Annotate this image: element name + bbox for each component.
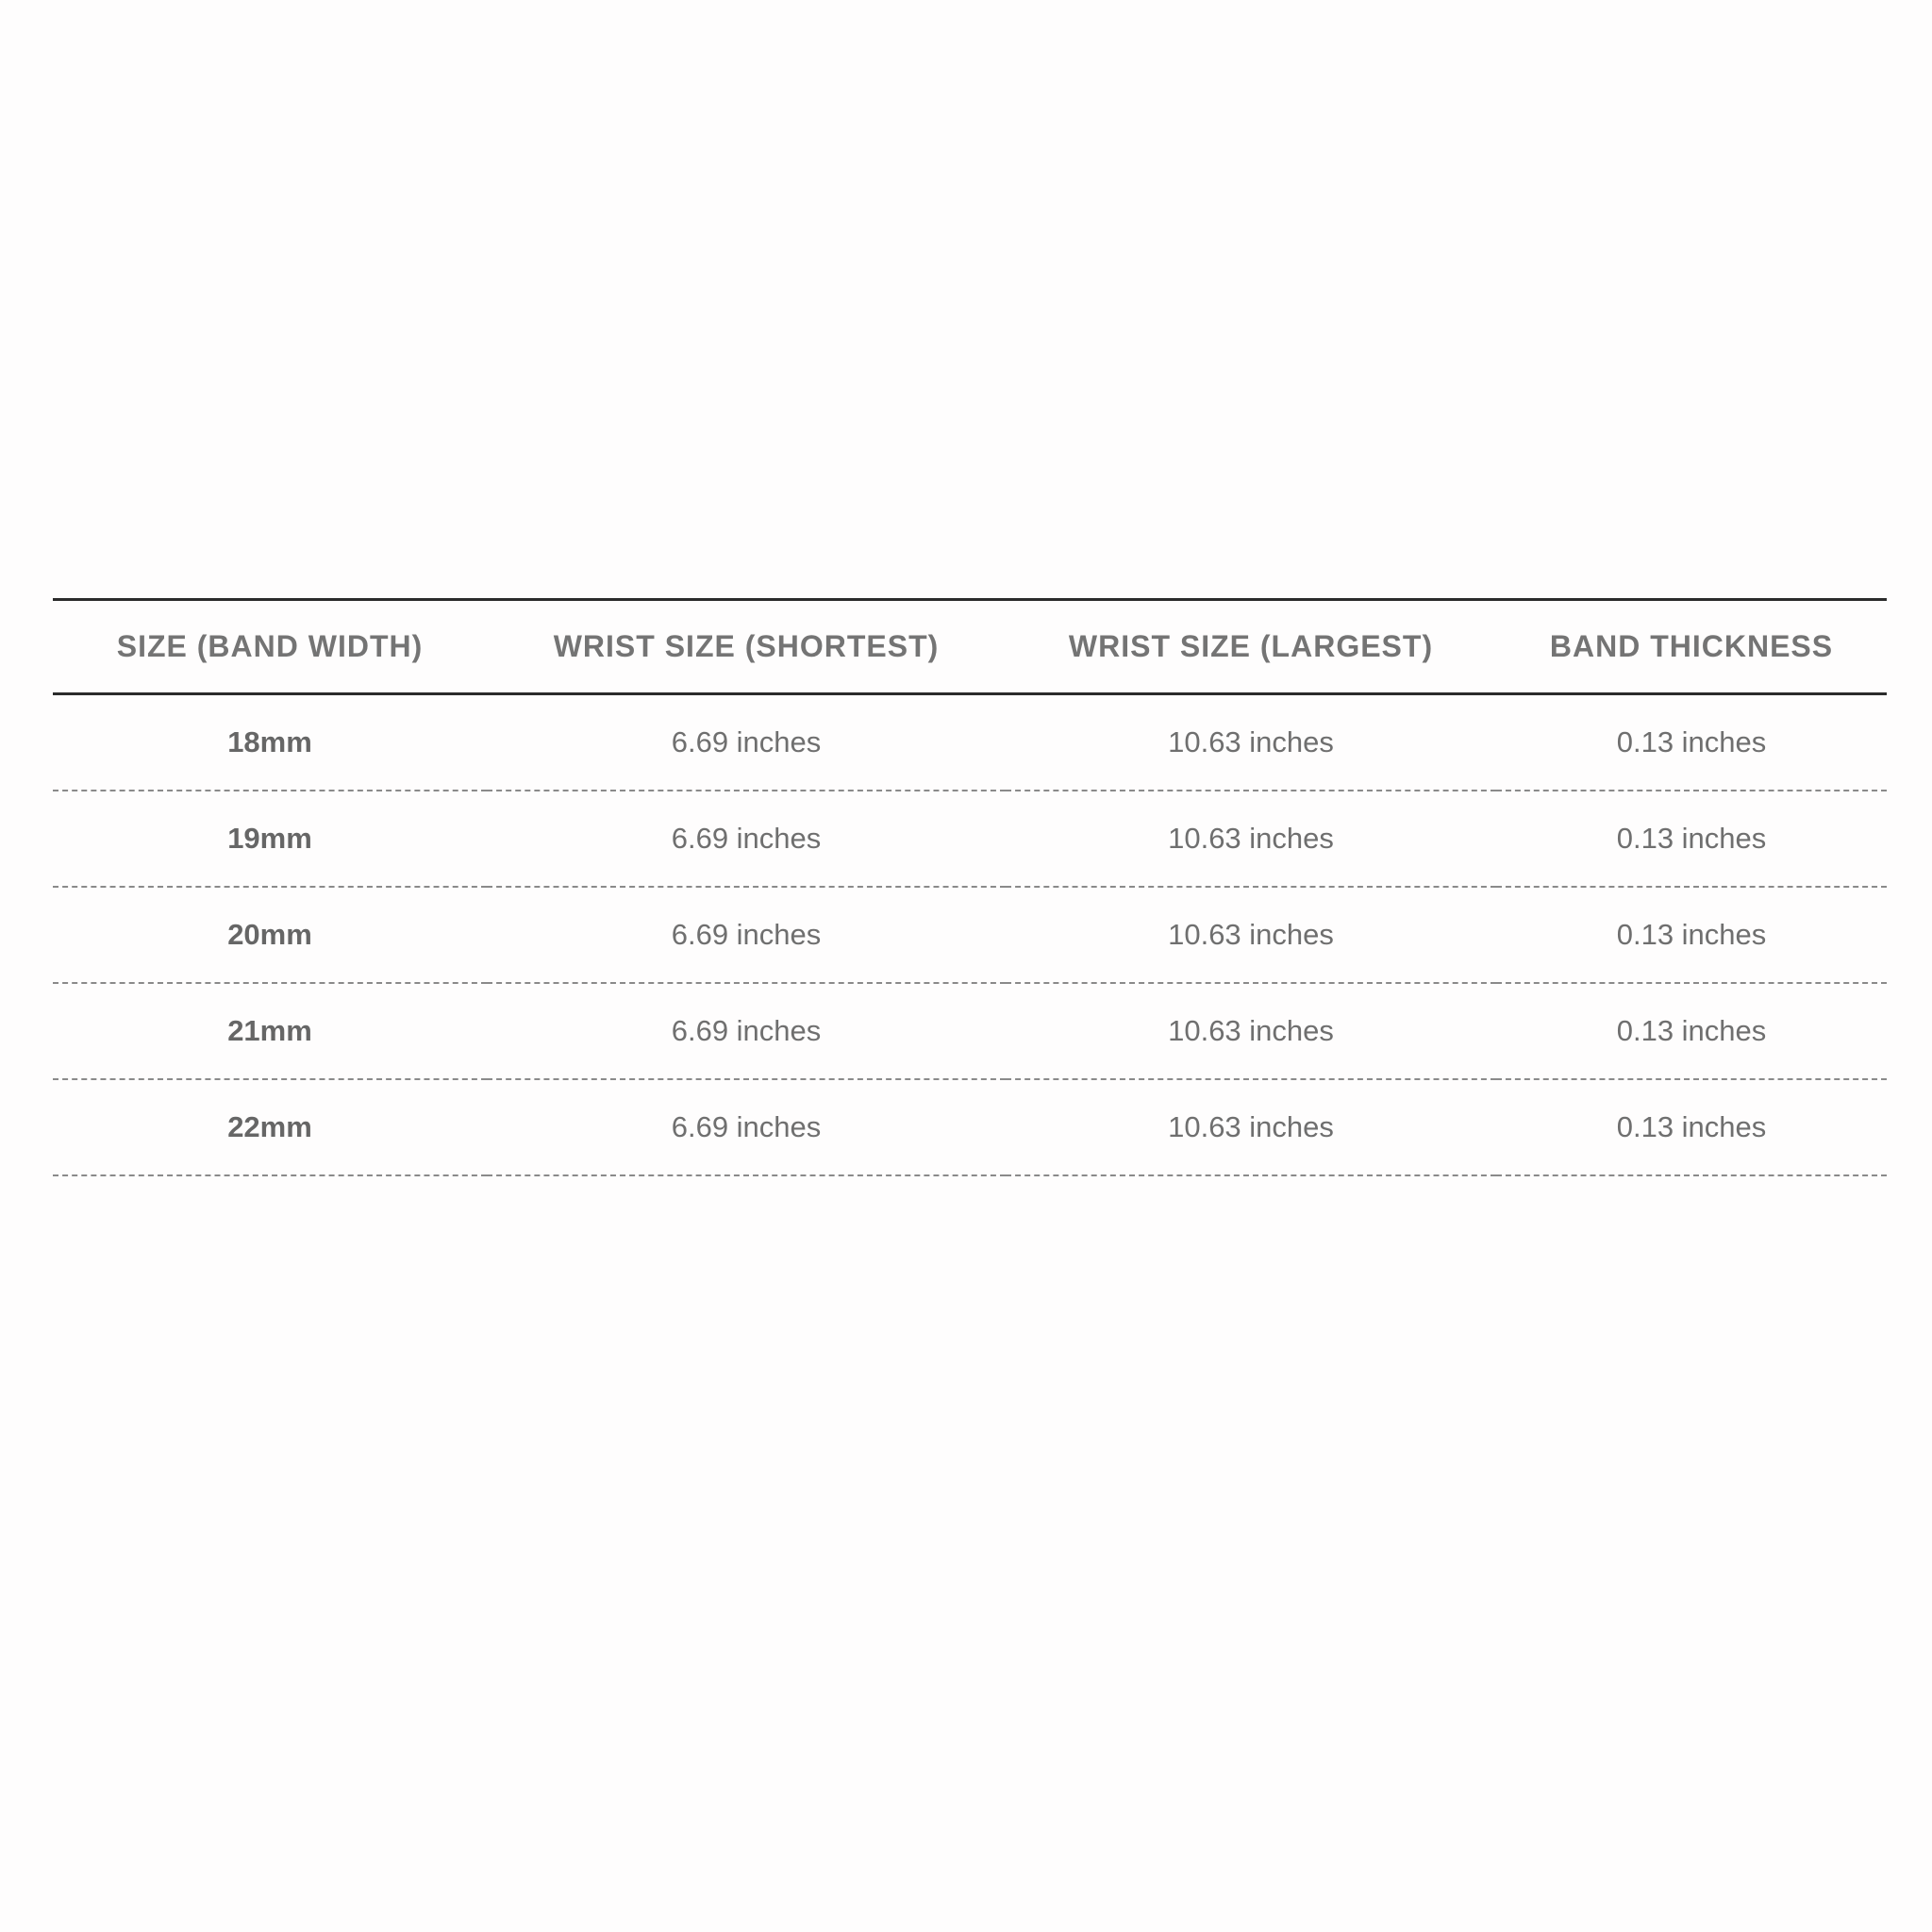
- wrist-size-shortest-cell: 6.69 inches: [671, 1013, 822, 1047]
- band-size-table: [53, 598, 1887, 1176]
- wrist-size-largest-cell: 10.63 inches: [1168, 1109, 1334, 1143]
- header-row: [53, 600, 1887, 694]
- band-thickness-cell: 0.13 inches: [1616, 821, 1767, 855]
- header-wrist-size-shortest: WRIST SIZE (SHORTEST): [553, 629, 940, 663]
- table-row: [53, 791, 1887, 887]
- header-wrist-size-largest: WRIST SIZE (LARGEST): [1068, 629, 1434, 663]
- wrist-size-shortest-cell: 6.69 inches: [671, 917, 822, 951]
- wrist-size-shortest-cell: 6.69 inches: [671, 1109, 822, 1143]
- band-width-cell: 19mm: [227, 821, 312, 855]
- wrist-size-largest-cell: 10.63 inches: [1168, 1013, 1334, 1047]
- wrist-size-largest-cell: 10.63 inches: [1168, 724, 1334, 758]
- table-row: [53, 1079, 1887, 1175]
- wrist-size-shortest-cell: 6.69 inches: [671, 821, 822, 855]
- band-thickness-cell: 0.13 inches: [1616, 1013, 1767, 1047]
- header-band-width: SIZE (BAND WIDTH): [116, 629, 424, 663]
- band-width-cell: 21mm: [227, 1013, 312, 1047]
- band-width-cell: 22mm: [227, 1109, 312, 1143]
- header-band-thickness: BAND THICKNESS: [1549, 629, 1834, 663]
- band-width-cell: 20mm: [227, 917, 312, 951]
- band-thickness-cell: 0.13 inches: [1616, 917, 1767, 951]
- band-thickness-cell: 0.13 inches: [1616, 1109, 1767, 1143]
- table-row: [53, 887, 1887, 983]
- wrist-size-largest-cell: 10.63 inches: [1168, 917, 1334, 951]
- table-row: [53, 694, 1887, 791]
- table-body: [53, 694, 1887, 1175]
- wrist-size-largest-cell: 10.63 inches: [1168, 821, 1334, 855]
- band-thickness-cell: 0.13 inches: [1616, 724, 1767, 758]
- table-header: [53, 600, 1887, 694]
- band-width-cell: 18mm: [227, 724, 312, 758]
- wrist-size-shortest-cell: 6.69 inches: [671, 724, 822, 758]
- table-row: [53, 983, 1887, 1079]
